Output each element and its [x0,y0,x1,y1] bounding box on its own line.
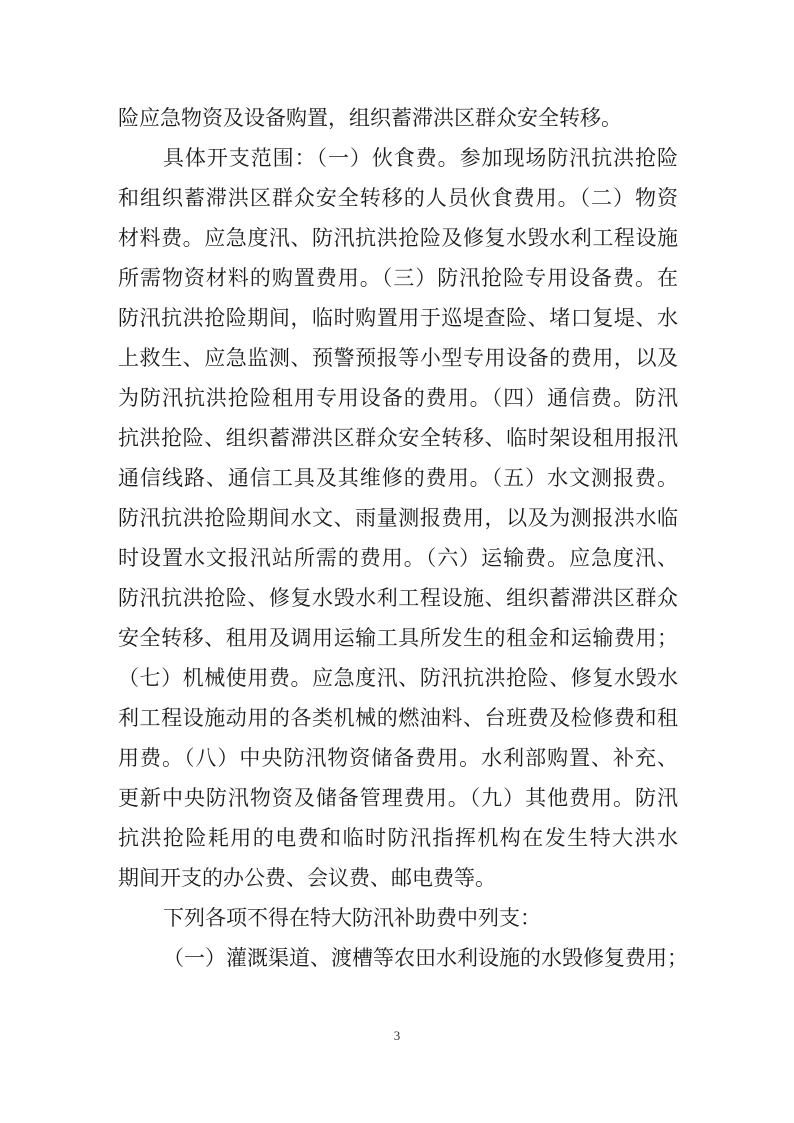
text-line-11: 防汛抗洪抢险期间水文、雨量测报费用，以及为测报洪水临 [118,506,678,530]
text-line-20: 期间开支的办公费、会议费、邮电费等。 [118,866,496,890]
text-line-18: 更新中央防汛物资及储备管理费用。（九）其他费用。防汛 [118,786,678,810]
text-line-4: 材料费。应急度汛、防汛抗洪抢险及修复水毁水利工程设施 [118,226,678,250]
text-line-19: 抗洪抢险耗用的电费和临时防汛指挥机构在发生特大洪水 [118,826,678,850]
page-number: 3 [393,1028,401,1043]
text-line-8: 为防汛抗洪抢险租用专用设备的费用。（四）通信费。防汛 [118,386,678,410]
text-line-1: 险应急物资及设备购置，组织蓄滞洪区群众安全转移。 [118,106,622,130]
text-line-10: 通信线路、通信工具及其维修的费用。（五）水文测报费。 [118,466,678,490]
text-line-13: 防汛抗洪抢险、修复水毁水利工程设施、组织蓄滞洪区群众 [118,586,678,610]
text-line-9: 抗洪抢险、组织蓄滞洪区群众安全转移、临时架设租用报汛 [118,426,678,450]
text-line-21: 下列各项不得在特大防汛补助费中列支： [163,906,541,930]
text-line-22: （一）灌溉渠道、渡槽等农田水利设施的水毁修复费用； [163,946,688,970]
text-line-12: 时设置水文报汛站所需的费用。（六）运输费。应急度汛、 [118,546,678,570]
text-line-7: 上救生、应急监测、预警预报等小型专用设备的费用，以及 [118,346,678,370]
text-line-6: 防汛抗洪抢险期间，临时购置用于巡堤查险、堵口复堤、水 [118,306,678,330]
text-line-16: 利工程设施动用的各类机械的燃油料、台班费及检修费和租 [118,706,678,730]
text-line-15: （七）机械使用费。应急度汛、防汛抗洪抢险、修复水毁水 [118,666,678,690]
text-line-3: 和组织蓄滞洪区群众安全转移的人员伙食费用。（二）物资 [118,186,678,210]
text-line-2: 具体开支范围：（一）伙食费。参加现场防汛抗洪抢险 [163,146,678,170]
text-line-17: 用费。（八）中央防汛物资储备费用。水利部购置、补充、 [118,746,678,770]
text-line-14: 安全转移、租用及调用运输工具所发生的租金和运输费用； [118,626,678,650]
text-line-5: 所需物资材料的购置费用。（三）防汛抢险专用设备费。在 [118,266,678,290]
